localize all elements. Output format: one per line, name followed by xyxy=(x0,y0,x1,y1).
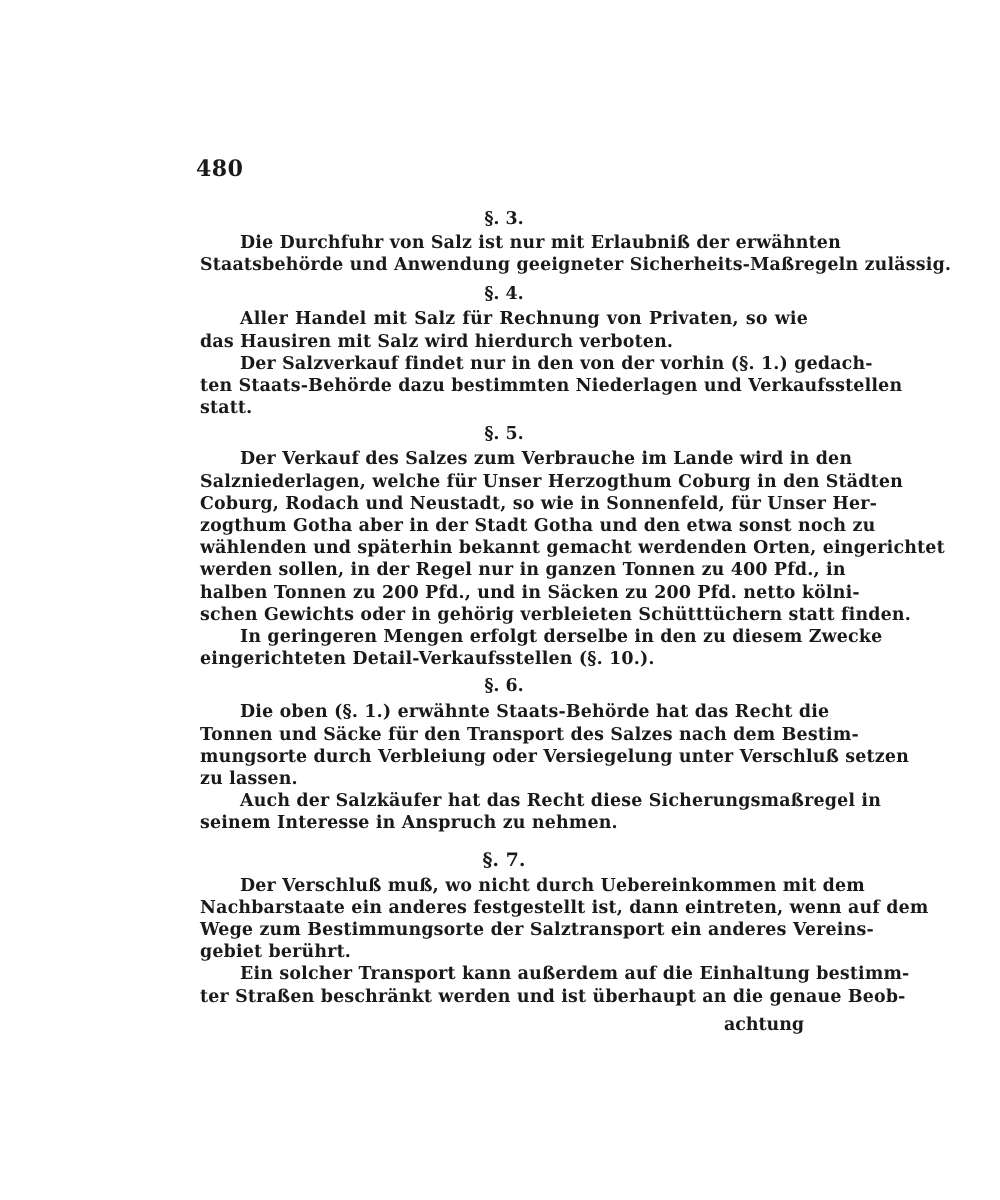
text-line: Aller Handel mit Salz für Rechnung von Privaten, so wie xyxy=(240,309,808,330)
text-line: statt. xyxy=(200,398,253,419)
text-line: Die oben (§. 1.) erwähnte Staats-Behörde hat das Recht die xyxy=(240,702,830,723)
paragraph xyxy=(200,963,910,1007)
text-line: Nachbarstaate ein anderes festgestellt ist, dann eintreten, wenn auf dem xyxy=(200,897,929,918)
paragraph xyxy=(200,790,882,834)
text-line: Die Durchfuhr von Salz ist nur mit Erlaubniß der erwähnten xyxy=(240,233,841,253)
paragraph xyxy=(200,448,945,626)
text-line: Auch der Salzkäufer hat das Recht diese Sicherungsmaßregel in xyxy=(240,791,882,812)
text-line: ten Staats-Behörde dazu bestimmten Niederlagen und Verkaufsstellen xyxy=(200,376,903,397)
page-text xyxy=(200,208,952,1008)
text-line: das Hausiren mit Salz wird hierdurch verboten. xyxy=(200,331,674,352)
page-number: 480 xyxy=(196,156,244,182)
text-line: In geringeren Mengen erfolgt derselbe in den zu diesem Zwecke xyxy=(240,627,883,648)
text-line: halben Tonnen zu 200 Pfd., und in Säcken zu 200 Pfd. netto kölni- xyxy=(200,582,860,603)
text-line: schen Gewichts oder in gehörig verbleieten Schütttüchern statt finden. xyxy=(200,604,912,625)
paragraph xyxy=(200,626,883,670)
text-line: zogthum Gotha aber in der Stadt Gotha und den etwa sonst noch zu xyxy=(200,516,876,537)
paragraph xyxy=(200,701,909,790)
text-line: zu lassen. xyxy=(200,769,298,790)
text-line: Der Verschluß muß, wo nicht durch Uebereinkommen mit dem xyxy=(240,875,865,896)
text-line: seinem Interesse in Anspruch zu nehmen. xyxy=(200,813,618,834)
text-line: Salzniederlagen, welche für Unser Herzogthum Coburg in den Städten xyxy=(200,471,903,492)
text-line: ter Straßen beschränkt werden und ist überhaupt an die genaue Beob- xyxy=(200,986,906,1007)
section-heading-5: §. 5. xyxy=(484,424,524,445)
section-heading-3: §. 3. xyxy=(484,209,524,229)
text-line: Staatsbehörde und Anwendung geeigneter Sicherheits-Maßregeln zulässig. xyxy=(200,255,952,276)
text-line: werden sollen, in der Regel nur in ganzen Tonnen zu 400 Pfd., in xyxy=(200,560,846,581)
text-line: Tonnen und Säcke für den Transport des Salzes nach dem Bestim- xyxy=(200,724,859,745)
text-line: Der Salzverkauf findet nur in den von der vorhin (§. 1.) gedach- xyxy=(240,353,873,374)
text-line: Ein solcher Transport kann außerdem auf die Einhaltung bestimm- xyxy=(240,964,910,985)
section-heading-6: §. 6. xyxy=(484,676,524,697)
text-line: gebiet berührt. xyxy=(200,942,352,963)
text-line: Wege zum Bestimmungsorte der Salztransport ein anderes Vereins- xyxy=(200,920,874,941)
paragraph xyxy=(200,875,929,964)
text-line: wählenden und späterhin bekannt gemacht werdenden Orten, eingerichtet xyxy=(200,538,945,559)
text-line: mungsorte durch Verbleiung oder Versiegelung unter Verschluß setzen xyxy=(200,746,909,767)
paragraph xyxy=(200,353,903,420)
section-heading-7: §. 7. xyxy=(482,848,526,871)
paragraph xyxy=(200,308,808,352)
catchword: achtung xyxy=(724,1015,804,1035)
text-line: Der Verkauf des Salzes zum Verbrauche im Lande wird in den xyxy=(240,449,853,470)
section-heading-4: §. 4. xyxy=(484,284,524,305)
paragraph xyxy=(200,232,952,276)
text-line: eingerichteten Detail-Verkaufsstellen (§. 10.). xyxy=(200,649,655,670)
text-line: Coburg, Rodach und Neustadt, so wie in Sonnenfeld, für Unser Her- xyxy=(200,493,878,514)
